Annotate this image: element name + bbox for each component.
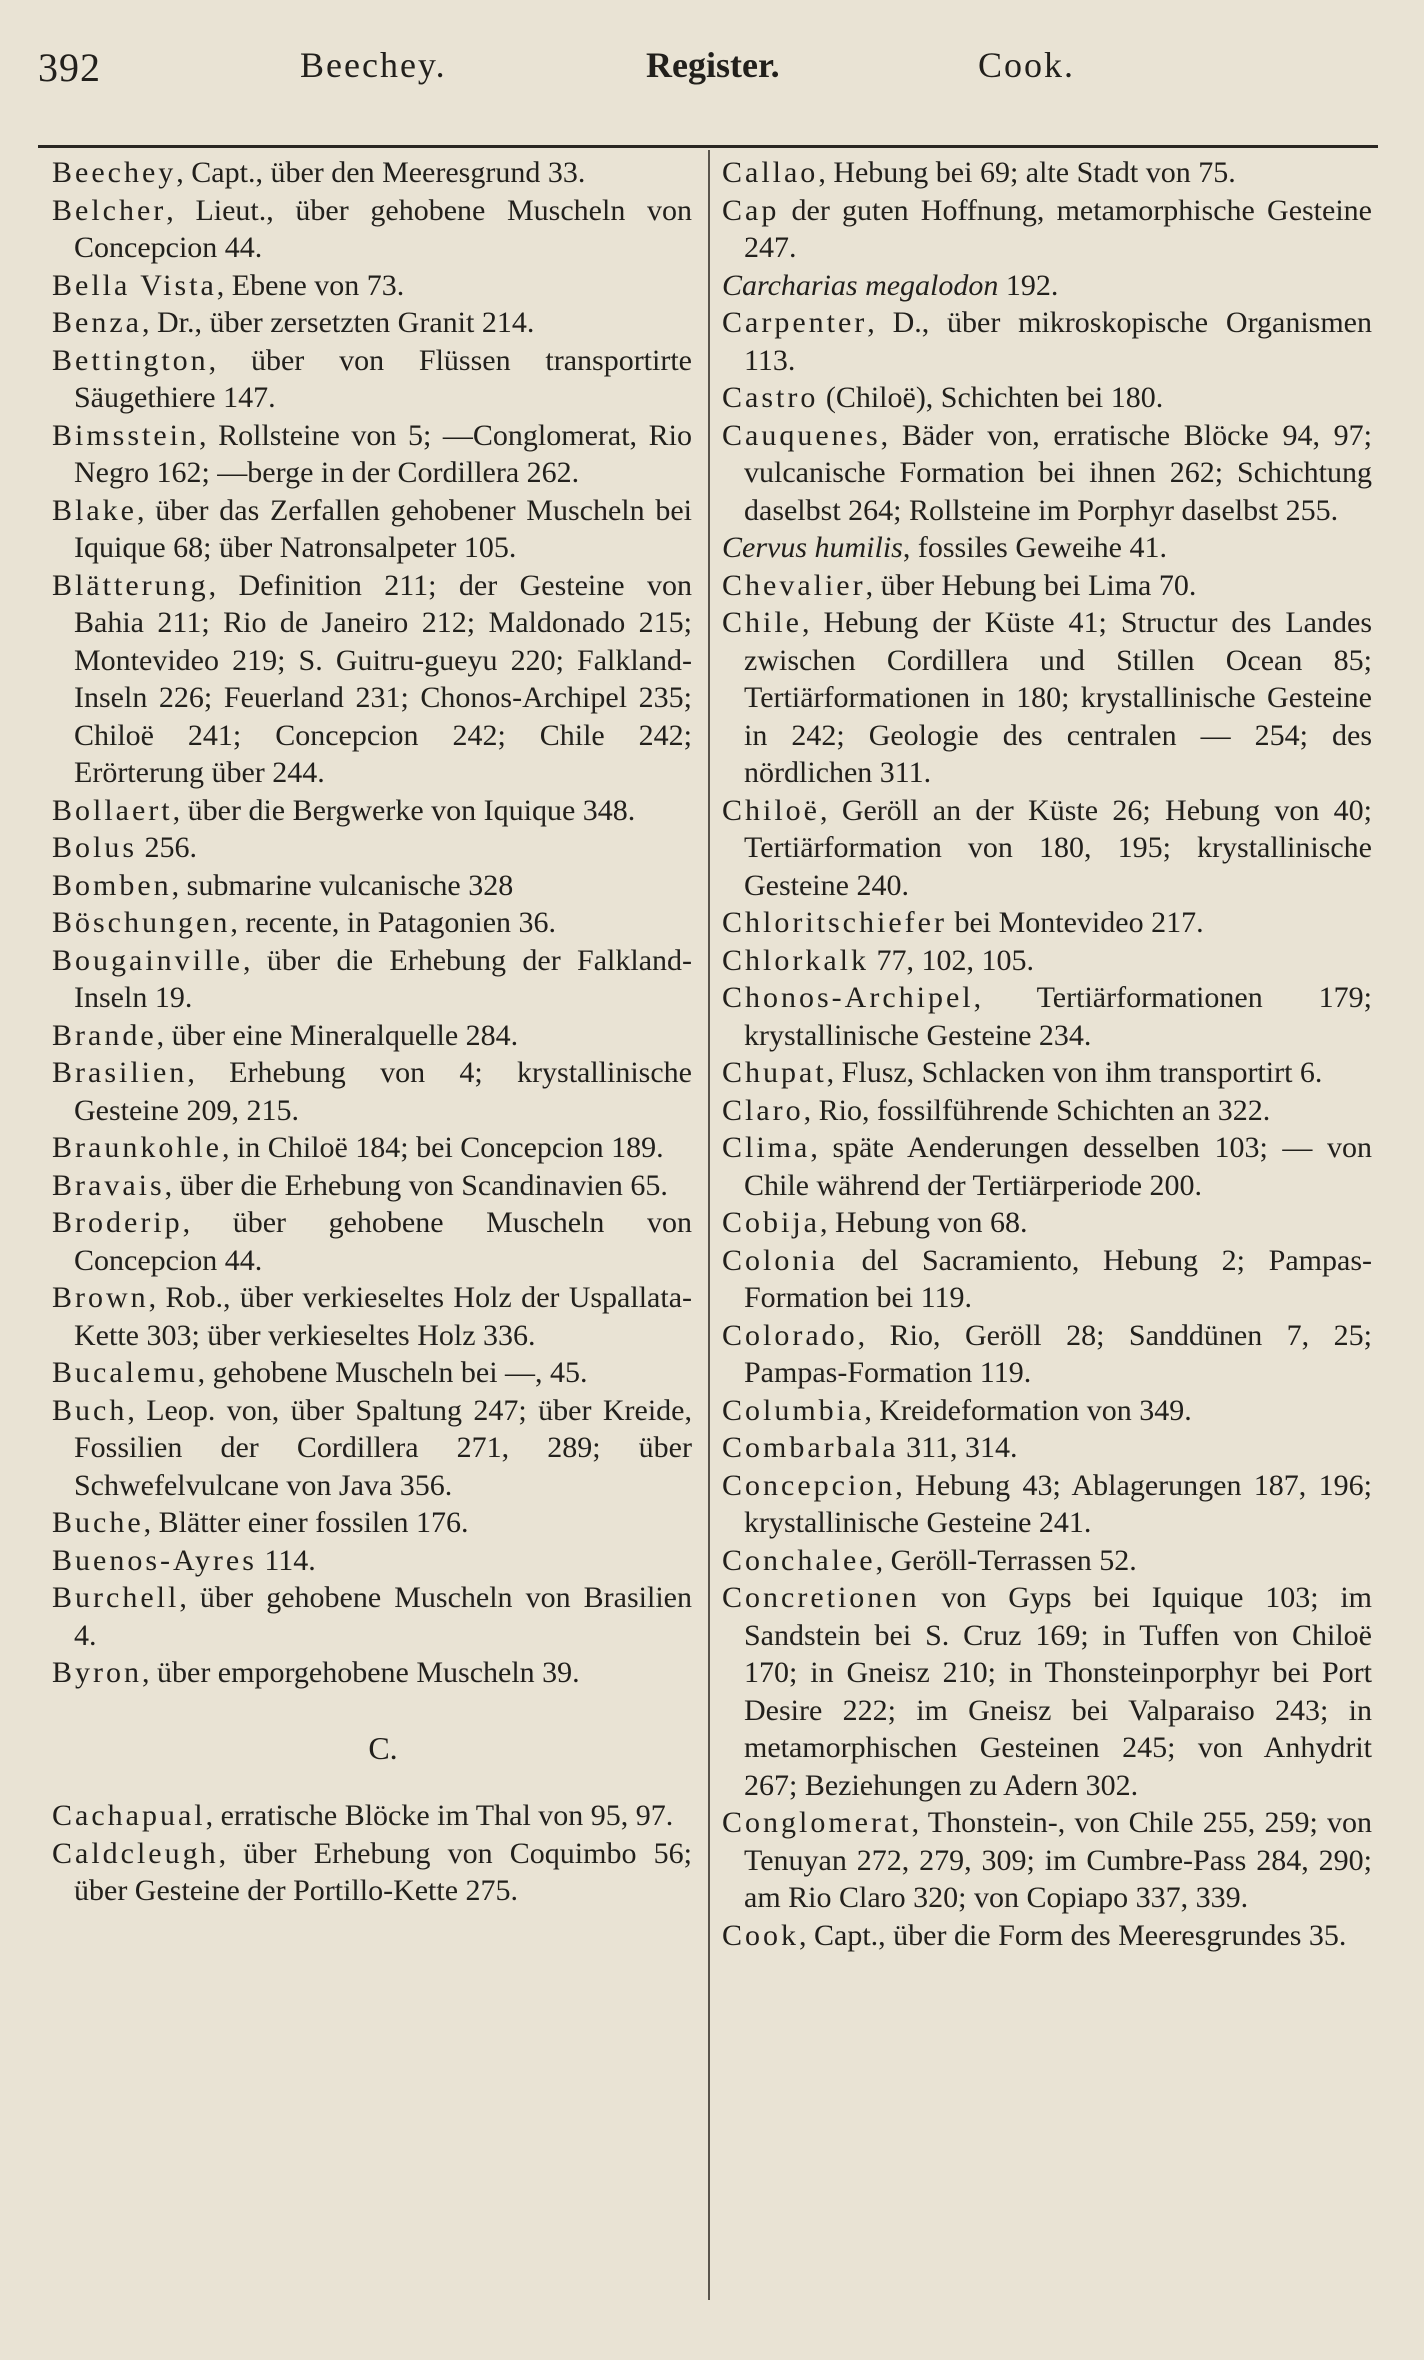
entry-term-italic: Carcharias megalodon	[722, 268, 999, 302]
header-last-entry: Cook.	[978, 45, 1076, 85]
entry-term: Bolus	[52, 831, 138, 864]
index-entry	[52, 1017, 692, 1055]
right-entries	[722, 154, 1372, 1954]
index-entry	[52, 342, 692, 417]
index-entry	[722, 1542, 1372, 1580]
entry-term: Braunkohle	[52, 1131, 222, 1164]
entry-text: , über die Erhebung von Scandinavien 65.	[164, 1168, 668, 1202]
entry-text: 114.	[256, 1543, 316, 1577]
index-entry	[722, 904, 1372, 942]
entry-text: bei Montevideo 217.	[946, 906, 1204, 939]
entry-text: , Hebung 43; Ablagerungen 187, 196; krystallinische Gesteine 241.	[744, 1468, 1372, 1539]
index-entry	[722, 154, 1372, 192]
index-entry	[52, 267, 692, 305]
index-entry	[722, 1129, 1372, 1204]
entry-text: , über die Erhebung der Falkland-Inseln 19.	[74, 943, 692, 1014]
entry-term: Buenos-Ayres	[52, 1543, 257, 1577]
entry-text: , Bäder von, erratische Blöcke 94, 97; vulcanische Formation bei ihnen 262; Schichtung daselbst 264; Rollsteine im Porphyr daselbst 255.	[744, 418, 1372, 527]
index-entry	[52, 1835, 692, 1910]
index-entry	[722, 379, 1372, 417]
entry-text: , späte Aenderungen desselben 103; — von Chile während der Tertiärperiode 200.	[744, 1131, 1372, 1202]
index-entry	[52, 567, 692, 792]
entry-term: Chonos-Archipel	[722, 981, 974, 1014]
entry-term: Bougainville	[52, 943, 243, 977]
entry-term: Buch	[52, 1393, 128, 1427]
entry-term: Bella Vista	[52, 268, 217, 302]
index-entry	[52, 792, 692, 830]
index-entry	[722, 1579, 1372, 1804]
entry-term: Burchell	[52, 1581, 180, 1614]
entry-text: , Hebung der Küste 41; Structur des Landes zwischen Cordillera und Stillen Ocean 85; Tertiärformationen in 180; krystallinische Gesteine in 242; Geologie des centralen — 254; des nördlichen 311.	[744, 606, 1372, 789]
entry-text: , erratische Blöcke im Thal von 95, 97.	[205, 1799, 674, 1832]
entry-text: 77, 102, 105.	[869, 943, 1034, 977]
entry-text: , über das Zerfallen gehobener Muscheln bei Iquique 68; über Natronsalpeter 105.	[74, 493, 692, 564]
section-letter-c: C.	[368, 1729, 398, 1766]
entry-term: Colorado	[722, 1318, 858, 1352]
index-entry	[722, 979, 1372, 1054]
entry-text: , Definition 211; der Gesteine von Bahia 211; Rio de Janeiro 212; Maldonado 215; Montevideo 219; S. Guitru-gueyu 220; Falkland-Inseln 226; Feuerland 231; Chonos-Archipel 235; Chiloë 241; Concepcion 242; Chile 242; Erörterung über 244.	[74, 568, 692, 789]
left-entries	[52, 154, 692, 1692]
entry-term-italic: Cervus humilis	[722, 531, 903, 564]
index-entry	[52, 942, 692, 1017]
entry-term: Bollaert	[52, 793, 173, 827]
index-entry	[52, 1579, 692, 1654]
entry-text: del Sacramiento, Hebung 2; Pampas-Formation bei 119.	[744, 1243, 1372, 1314]
header-title: Register.	[646, 45, 780, 85]
entry-term: Clima	[722, 1131, 811, 1164]
index-entry	[52, 1392, 692, 1505]
entry-text: , über eine Mineralquelle 284.	[156, 1018, 519, 1052]
entry-text: , Rio, Geröll 28; Sanddünen 7, 25; Pampas-Formation 119.	[744, 1318, 1372, 1389]
entry-term: Conchalee	[722, 1543, 876, 1577]
entry-text: , über gehobene Muscheln von Brasilien 4.	[74, 1581, 692, 1652]
index-entry	[722, 1467, 1372, 1542]
entry-term: Belcher	[52, 193, 167, 227]
entry-text: , über die Bergwerke von Iquique 348.	[172, 793, 636, 827]
index-entry	[52, 1279, 692, 1354]
entry-term: Brown	[52, 1281, 149, 1314]
left-column	[52, 154, 692, 1910]
index-entry	[722, 1054, 1372, 1092]
entry-text: , Geröll-Terrassen 52.	[875, 1543, 1137, 1577]
entry-term: Beechey	[52, 156, 177, 189]
entry-term: Conglomerat	[722, 1806, 912, 1839]
index-entry	[722, 267, 1372, 305]
index-entry	[722, 1092, 1372, 1130]
entry-text: , über von Flüssen transportirte Säugethiere 147.	[74, 343, 692, 414]
entry-text: , Rio, fossilführende Schichten an 322.	[803, 1093, 1271, 1127]
entry-text: , Hebung bei 69; alte Stadt von 75.	[818, 156, 1236, 189]
left-entries-c	[52, 1797, 692, 1910]
index-entry	[722, 792, 1372, 905]
entry-text: , Kreideformation von 349.	[864, 1393, 1192, 1427]
entry-text: , über Erhebung von Coquimbo 56; über Gesteine der Portillo-Kette 275.	[74, 1836, 692, 1907]
entry-text: (Chiloë), Schichten bei 180.	[818, 381, 1164, 414]
index-entry	[722, 192, 1372, 267]
index-entry	[52, 1654, 692, 1692]
index-entry	[52, 304, 692, 342]
entry-text: , Lieut., über gehobene Muscheln von Concepcion 44.	[74, 193, 692, 264]
index-entry	[722, 942, 1372, 980]
entry-text: , Rob., über verkieseltes Holz der Uspallata-Kette 303; über verkieseltes Holz 336.	[74, 1281, 692, 1352]
entry-term: Concepcion	[722, 1468, 896, 1502]
index-entry	[52, 904, 692, 942]
entry-term: Buche	[52, 1506, 144, 1539]
entry-term: Brande	[52, 1018, 157, 1052]
entry-text: , Hebung von 68.	[820, 1206, 1028, 1239]
entry-term: Cap	[722, 193, 780, 227]
entry-text: 311, 314.	[898, 1431, 1018, 1464]
entry-term: Chloritschiefer	[722, 906, 947, 939]
running-header	[38, 36, 1358, 106]
entry-text: , Capt., über die Form des Meeresgrundes 35.	[799, 1918, 1347, 1952]
entry-text: , Ebene von 73.	[216, 268, 405, 302]
page-number: 392	[38, 45, 101, 90]
entry-term: Blake	[52, 493, 137, 527]
entry-term: Combarbala	[722, 1431, 899, 1464]
entry-term: Caldcleugh	[52, 1836, 219, 1870]
entry-term: Blätterung	[52, 568, 209, 602]
entry-text: , fossiles Geweihe 41.	[902, 531, 1167, 564]
index-entry	[722, 417, 1372, 530]
entry-text: , Dr., über zersetzten Granit 214.	[141, 306, 535, 339]
entry-text: , Blätter einer fossilen 176.	[143, 1506, 469, 1539]
header-first-entry: Beechey.	[300, 45, 447, 85]
entry-term: Chupat	[722, 1056, 827, 1089]
index-entry	[722, 1429, 1372, 1467]
entry-text: , Geröll an der Küste 26; Hebung von 40; Tertiärformation von 180, 195; krystallinische Gesteine 240.	[744, 793, 1372, 902]
index-entry	[722, 529, 1372, 567]
entry-term: Benza	[52, 306, 142, 339]
index-entry	[52, 1797, 692, 1835]
entry-term: Concretionen	[722, 1581, 920, 1614]
entry-term: Carpenter	[722, 306, 868, 339]
entry-term: Cachapual	[52, 1799, 206, 1832]
entry-term: Claro	[722, 1093, 804, 1127]
entry-text: , D., über mikroskopische Organismen 113.	[744, 306, 1372, 377]
index-entry	[722, 1242, 1372, 1317]
entry-text: , Leop. von, über Spaltung 247; über Kreide, Fossilien der Cordillera 271, 289; über Schwefelvulcane von Java 356.	[74, 1393, 692, 1502]
right-column	[722, 154, 1372, 1954]
entry-text: , gehobene Muscheln bei —, 45.	[197, 1356, 588, 1389]
header-rule	[38, 145, 1378, 148]
entry-text: , in Chiloë 184; bei Concepcion 189.	[221, 1131, 664, 1164]
entry-text: 192.	[998, 268, 1059, 302]
entry-text: , Tertiärformationen 179; krystallinische Gesteine 234.	[744, 981, 1372, 1052]
index-entry	[52, 492, 692, 567]
index-entry	[52, 1354, 692, 1392]
entry-term: Chile	[722, 606, 802, 639]
entry-term: Bravais	[52, 1168, 165, 1202]
index-entry	[722, 1804, 1372, 1917]
index-entry	[52, 1504, 692, 1542]
index-entry	[52, 1054, 692, 1129]
entry-term: Colonia	[722, 1243, 838, 1277]
entry-term: Byron	[52, 1656, 142, 1689]
entry-text: , submarine vulcanische 328	[171, 868, 514, 902]
entry-term: Bomben	[52, 868, 172, 902]
index-entry	[52, 1204, 692, 1279]
entry-term: Cook	[722, 1918, 800, 1952]
entry-term: Brasilien	[52, 1056, 188, 1089]
entry-text: , Flusz, Schlacken von ihm transportirt 6.	[826, 1056, 1323, 1089]
entry-text: , Erhebung von 4; krystallinische Gesteine 209, 215.	[74, 1056, 692, 1127]
index-entry	[722, 1204, 1372, 1242]
entry-term: Bettington	[52, 343, 209, 377]
entry-text: , Capt., über den Meeresgrund 33.	[176, 156, 586, 189]
entry-text: , Thonstein-, von Chile 255, 259; von Tenuyan 272, 279, 309; im Cumbre-Pass 284, 290; am Rio Claro 320; von Copiapo 337, 339.	[744, 1806, 1372, 1914]
index-entry	[52, 417, 692, 492]
index-entry	[52, 829, 692, 867]
index-entry	[722, 304, 1372, 379]
entry-term: Chlorkalk	[722, 943, 869, 977]
entry-term: Chiloë	[722, 793, 820, 827]
index-entry	[52, 1542, 692, 1580]
entry-term: Cauquenes	[722, 418, 881, 452]
index-entry	[722, 1392, 1372, 1430]
entry-text: 256.	[137, 831, 198, 864]
column-divider	[708, 150, 710, 2300]
entry-text: , Rollsteine von 5; —Conglomerat, Rio Negro 162; —berge in der Cordillera 262.	[74, 418, 692, 489]
entry-term: Callao	[722, 156, 819, 189]
index-entry	[52, 154, 692, 192]
index-entry	[52, 192, 692, 267]
entry-term: Castro	[722, 381, 819, 414]
entry-term: Bimsstein	[52, 418, 200, 452]
entry-term: Cobija	[722, 1206, 820, 1239]
index-entry	[52, 1167, 692, 1205]
entry-term: Columbia	[722, 1393, 865, 1427]
entry-text: der guten Hoffnung, metamorphische Gesteine 247.	[744, 193, 1372, 264]
entry-text: , über gehobene Muscheln von Concepcion 44.	[74, 1206, 692, 1277]
entry-text: , über emporgehobene Muscheln 39.	[142, 1656, 580, 1689]
index-entry	[52, 867, 692, 905]
entry-text: , recente, in Patagonien 36.	[230, 906, 557, 939]
entry-term: Chevalier	[722, 568, 866, 602]
entry-text: , über Hebung bei Lima 70.	[865, 568, 1197, 602]
index-entry	[722, 567, 1372, 605]
index-entry	[722, 1917, 1372, 1955]
index-entry	[722, 604, 1372, 792]
index-entry	[722, 1317, 1372, 1392]
entry-term: Bucalemu	[52, 1356, 198, 1389]
entry-term: Böschungen	[52, 906, 231, 939]
index-entry	[52, 1129, 692, 1167]
entry-text: von Gyps bei Iquique 103; im Sandstein bei S. Cruz 169; in Tuffen von Chiloë 170; in Gneisz 210; in Thonsteinporphyr bei Port Desire 222; im Gneisz bei Valparaiso 243; in metamorphischen Gesteinen 245; von Anhydrit 267; Beziehungen zu Adern 302.	[744, 1581, 1372, 1802]
entry-term: Broderip	[52, 1206, 183, 1239]
